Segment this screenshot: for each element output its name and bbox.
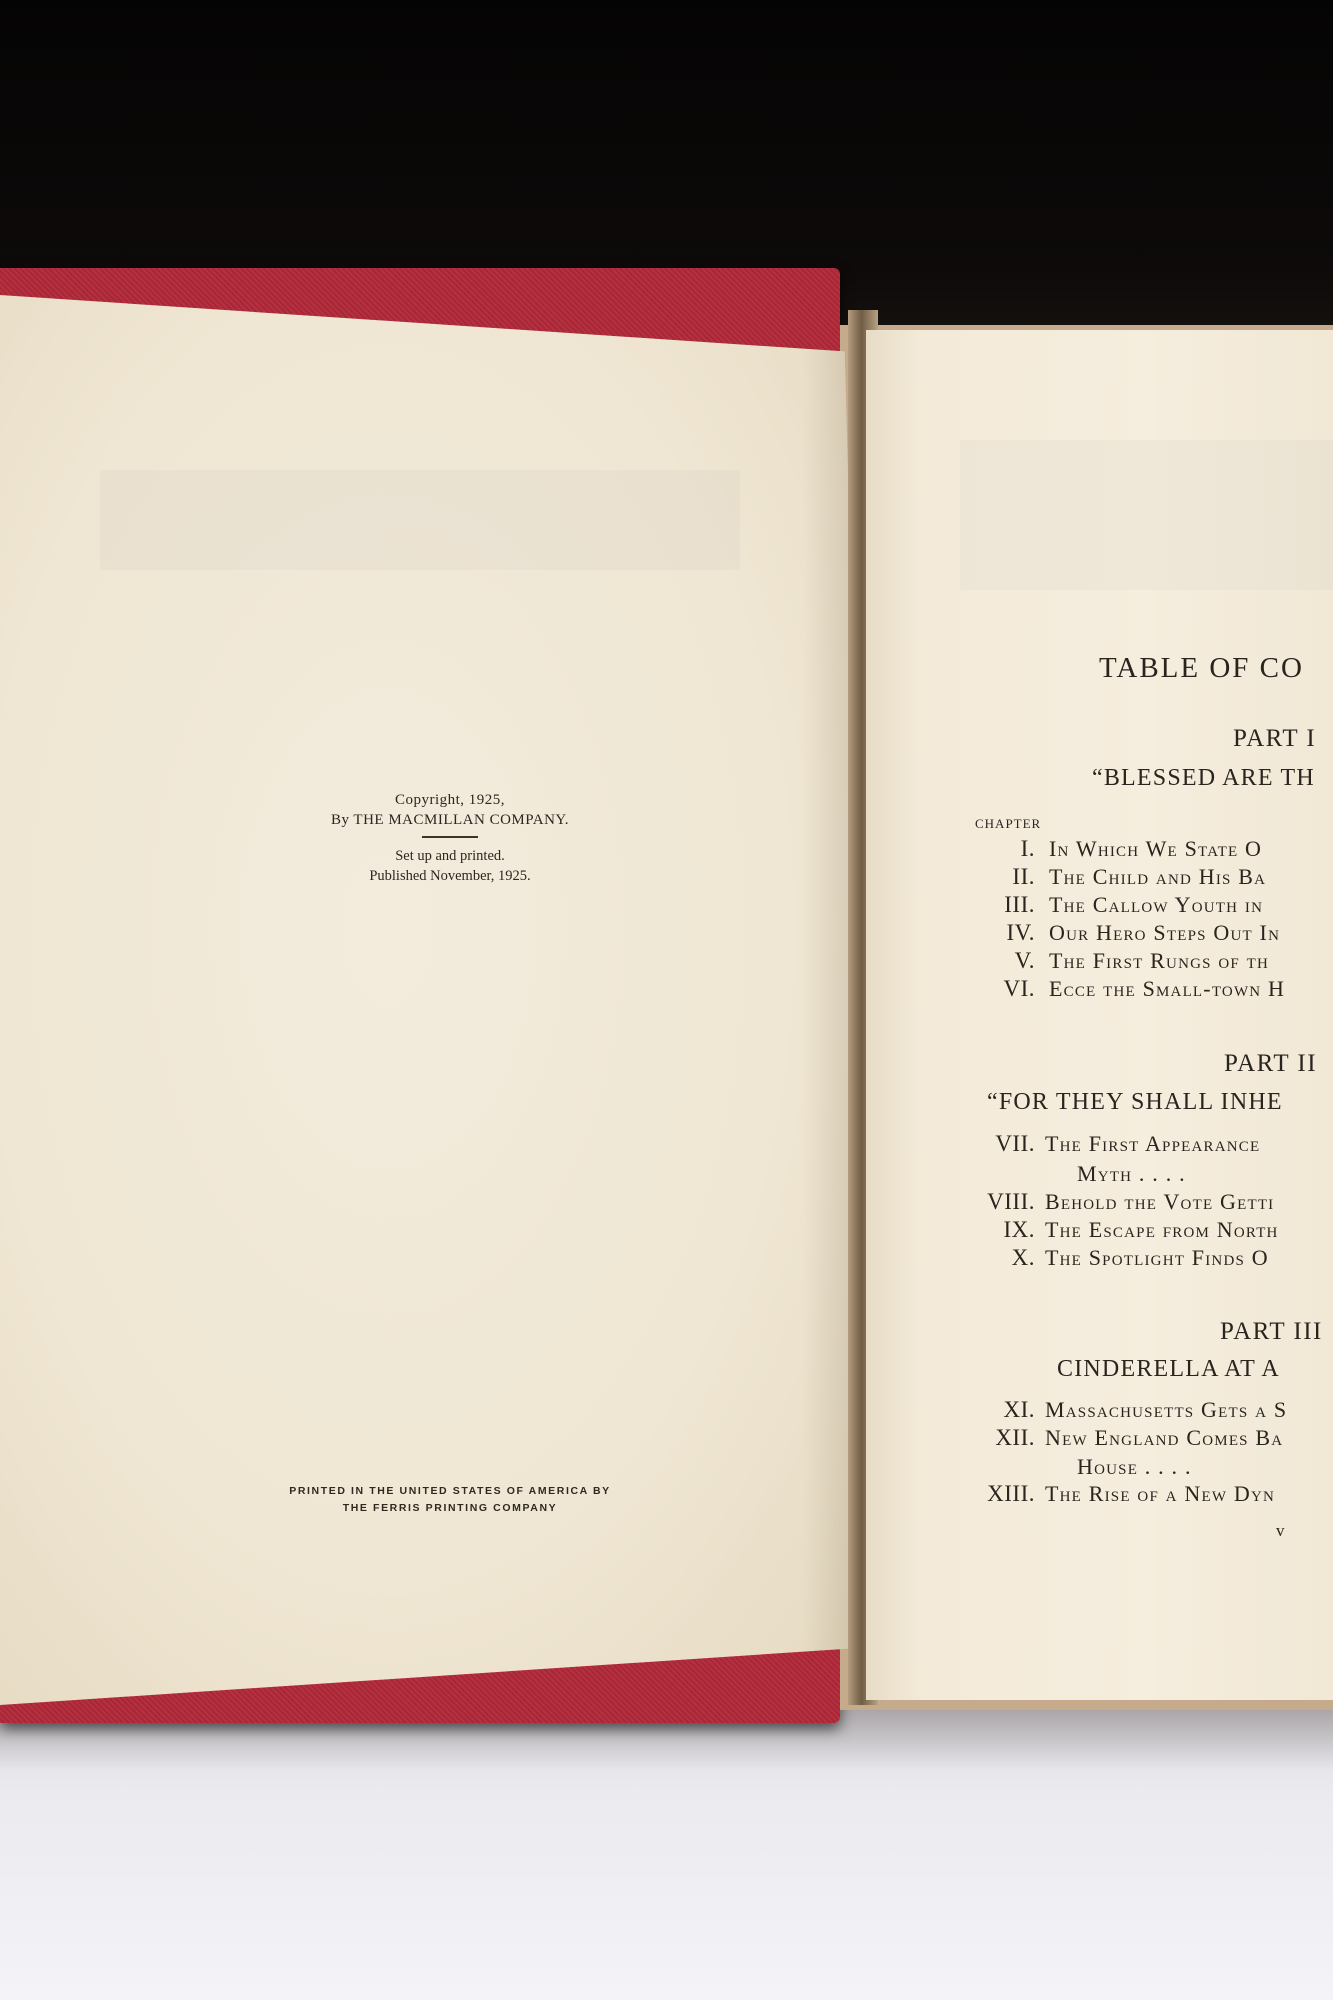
chapter-number: XIII. [987,1481,1035,1506]
chapter-number: IX. [1003,1217,1035,1242]
printer-line-1: PRINTED IN THE UNITED STATES OF AMERICA BY [289,1485,611,1497]
toc-row [955,1425,1333,1453]
printer-line-2: THE FERRIS PRINTING COMPANY [342,1502,558,1514]
chapter-title: Ecce the Small-town H [1049,976,1286,1001]
toc-row [955,976,1333,1004]
chapter-title: The Escape from North [1045,1217,1279,1242]
toc-row [955,836,1333,864]
chapter-label: CHAPTER [975,816,1042,831]
toc-row [955,1481,1333,1509]
chapter-title-continuation: Myth . . . . [1077,1161,1186,1186]
setup-line: Set up and printed. [395,848,505,864]
toc-title: TABLE OF CO [1099,652,1304,684]
published-line: Published November, 1925. [369,868,531,884]
toc-row [955,1189,1333,1217]
chapter-title: Behold the Vote Getti [1045,1189,1275,1214]
chapter-title: The Rise of a New Dyn [1045,1481,1276,1506]
chapter-title-continuation: House . . . . [1077,1454,1192,1479]
part-heading: PART III [1220,1318,1323,1345]
page-number: v [1276,1521,1285,1540]
part-heading: PART I [1233,725,1317,752]
toc-row [955,1217,1333,1245]
chapter-number: VI. [1003,976,1035,1001]
chapter-title: The First Rungs of th [1049,948,1270,973]
chapter-number: I. [1020,836,1035,861]
printer-imprint [220,1483,680,1517]
toc-row [955,864,1333,892]
toc-row [955,920,1333,948]
chapter-number: III. [1004,892,1035,917]
chapter-number: XI. [1003,1397,1035,1422]
show-through-ghost [100,470,740,570]
toc-row [955,1245,1333,1273]
chapter-title: Massachusetts Gets a S [1045,1397,1288,1422]
toc-row [955,892,1333,920]
part-heading: PART II [1224,1050,1318,1077]
copyright-block [230,790,670,886]
chapter-title: In Which We State O [1049,836,1263,861]
part-epigraph: “FOR THEY SHALL INHE [987,1089,1283,1115]
chapter-number: XII. [995,1425,1035,1450]
toc-row [955,1397,1333,1425]
chapter-title: The Child and His Ba [1049,864,1267,889]
chapter-title: New England Comes Ba [1045,1425,1284,1450]
chapter-title: Our Hero Steps Out In [1049,920,1281,945]
part-epigraph: “BLESSED ARE TH [1092,765,1315,791]
chapter-number: V. [1014,948,1035,973]
chapter-number: X. [1011,1245,1035,1270]
show-through-ghost-right [960,440,1333,590]
toc-row [955,1131,1333,1159]
chapter-number: IV. [1006,920,1035,945]
chapter-title: The Spotlight Finds O [1045,1245,1269,1270]
toc-row [955,948,1333,976]
part-epigraph: CINDERELLA AT A [1057,1356,1280,1382]
chapter-number: VII. [995,1131,1035,1156]
chapter-title: The First Appearance [1045,1131,1261,1156]
chapter-number: II. [1012,864,1035,889]
publisher-line: By THE MACMILLAN COMPANY. [330,812,570,828]
chapter-title: The Callow Youth in [1049,892,1264,917]
divider-rule [422,836,478,838]
copyright-line: Copyright, 1925, [394,792,506,808]
chapter-number: VIII. [987,1189,1035,1214]
